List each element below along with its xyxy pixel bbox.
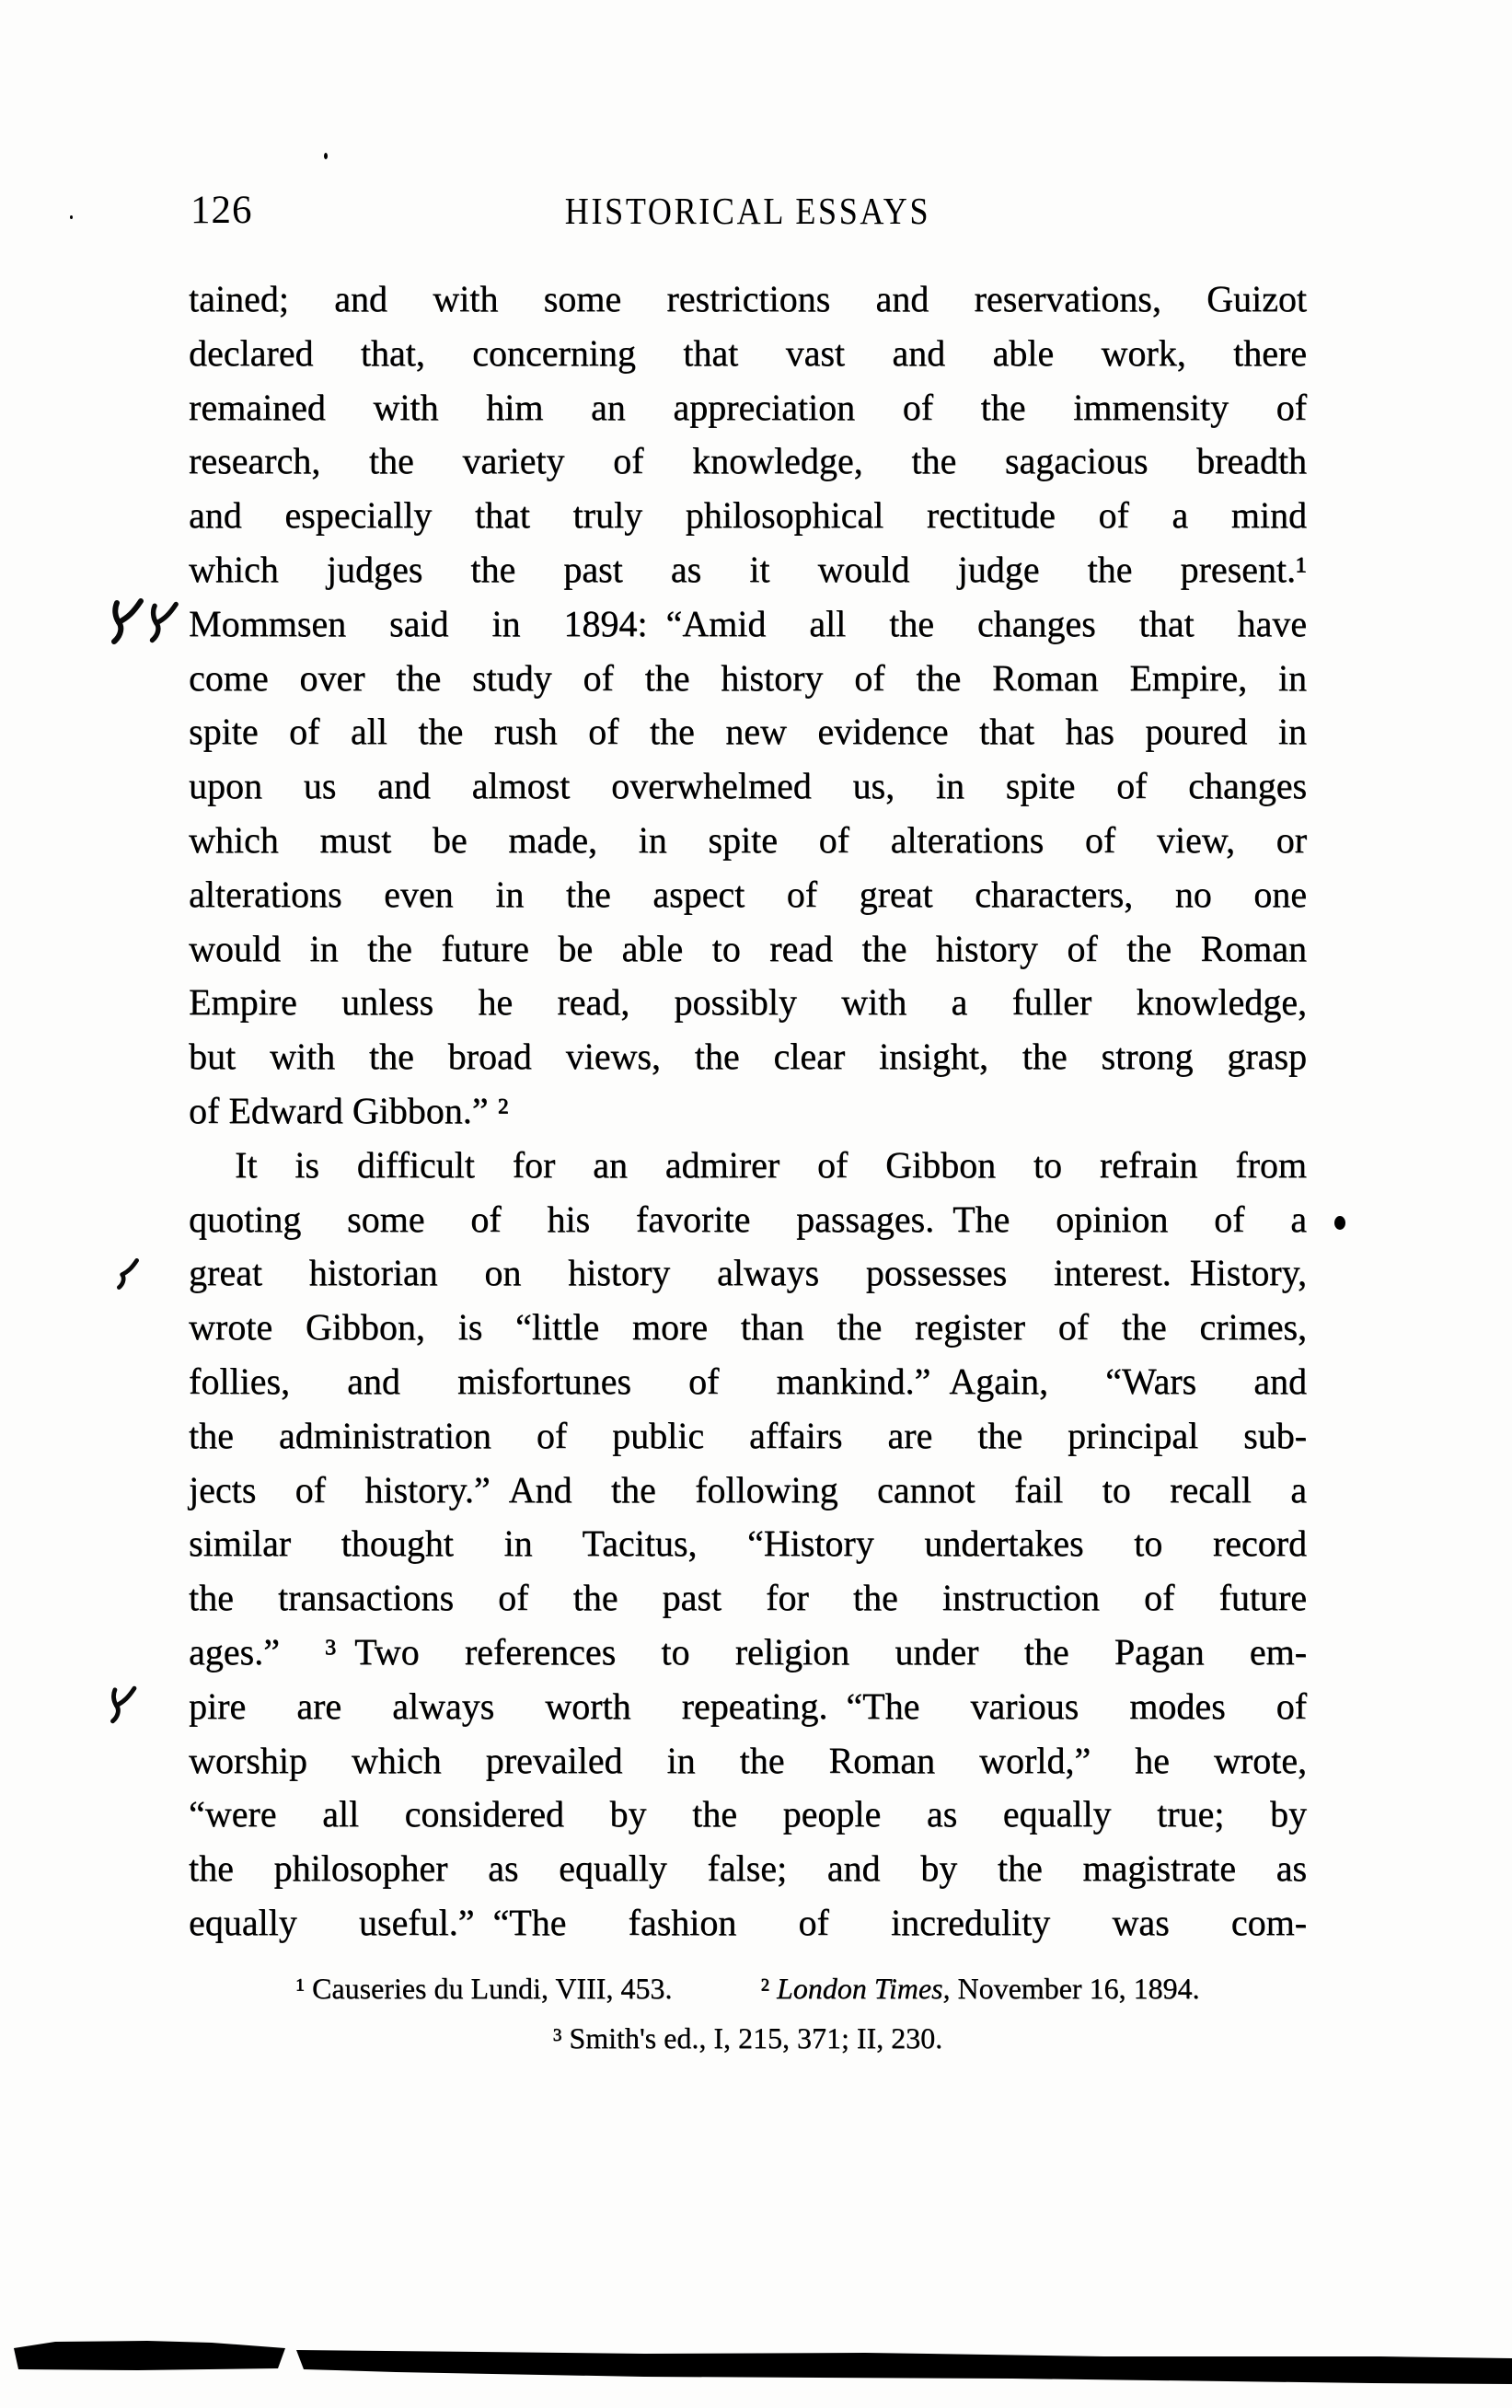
text-line: declared that, concerning that vast and able work, there: [189, 331, 1307, 374]
footnote-3: ³ Smith's ed., I, 215, 371; II, 230.: [552, 2021, 943, 2055]
text-line: follies, and misfortunes of mankind.” Again, “Wars and: [189, 1360, 1307, 1402]
text-line: Empire unless he read, possibly with a fuller knowledge,: [189, 981, 1307, 1024]
text-line: the transactions of the past for the instruction of future: [189, 1577, 1307, 1619]
ink-speck: [324, 153, 328, 159]
text-line: great historian on history always possesses interest. History,: [189, 1252, 1307, 1294]
text-line: but with the broad views, the clear insight, the strong grasp: [189, 1036, 1307, 1078]
text-line: worship which prevailed in the Roman world,” he wrote,: [189, 1739, 1307, 1781]
text-line: remained with him an appreciation of the immensity of: [189, 386, 1307, 428]
page-title: HISTORICAL ESSAYS: [564, 190, 931, 232]
footnote-line: [189, 2021, 1307, 2055]
running-head: [0, 188, 1512, 234]
text-line: pire are always worth repeating. “The various modes of: [189, 1684, 1307, 1727]
text-line: and especially that truly philosophical rectitude of a mind: [189, 494, 1307, 537]
ink-dot-mark: [1334, 1216, 1345, 1230]
footnote-2-source: London Times,: [776, 1972, 951, 2005]
text-line: spite of all the rush of the new evidence that has poured in: [189, 711, 1307, 753]
text-line: the administration of public affairs are the principal sub-: [189, 1414, 1307, 1456]
footnote-1: ¹ Causeries du Lundi, VIII, 453.: [295, 1972, 673, 2005]
text-line: upon us and almost overwhelmed us, in spite of changes: [189, 765, 1307, 807]
text-line: the philosopher as equally false; and by the magistrate as: [189, 1847, 1307, 1890]
body-text: [189, 272, 1307, 1951]
text-line: research, the variety of knowledge, the sagacious breadth: [189, 440, 1307, 482]
ink-speck: [70, 215, 73, 219]
text-line: which must be made, in spite of alterations of view, or: [189, 818, 1307, 861]
text-line: “were all considered by the people as equally true; by: [189, 1793, 1307, 1835]
text-line: alterations even in the aspect of great characters, no one: [189, 873, 1307, 915]
text-line: would in the future be able to read the history of the Roman: [189, 927, 1307, 969]
handwritten-check-icon: [107, 596, 145, 646]
handwritten-check-icon: [107, 1683, 138, 1727]
text-line: quoting some of his favorite passages. The opinion of a: [189, 1198, 1307, 1240]
scan-edge-artifact: [0, 2327, 1512, 2408]
text-line: jects of history.” And the following cannot fail to recall a: [189, 1468, 1307, 1511]
footnote-2: ² London Times, November 16, 1894.: [760, 1972, 1200, 2005]
text-line: wrote Gibbon, is “little more than the register of the crimes,: [189, 1306, 1307, 1349]
text-line: It is difficult for an admirer of Gibbon to refrain from: [235, 1143, 1307, 1186]
handwritten-check-icon: [114, 1252, 140, 1296]
page-number: 126: [190, 189, 253, 232]
text-line: similar thought in Tacitus, “History undertakes to record: [189, 1522, 1307, 1565]
text-line: Mommsen said in 1894: “Amid all the changes that have: [189, 602, 1307, 644]
handwritten-check-icon: [145, 600, 180, 644]
text-line: which judges the past as it would judge the present.¹: [189, 548, 1307, 590]
footnote-line: [189, 1972, 1307, 2006]
text-line: come over the study of the history of the Roman Empire, in: [189, 656, 1307, 699]
text-line: tained; and with some restrictions and reservations, Guizot: [189, 278, 1307, 319]
text-line: ages.” ³ Two references to religion under the Pagan em-: [189, 1630, 1307, 1673]
text-line: of Edward Gibbon.” ²: [189, 1089, 509, 1131]
text-line: equally useful.” “The fashion of incredulity was com-: [189, 1901, 1307, 1943]
